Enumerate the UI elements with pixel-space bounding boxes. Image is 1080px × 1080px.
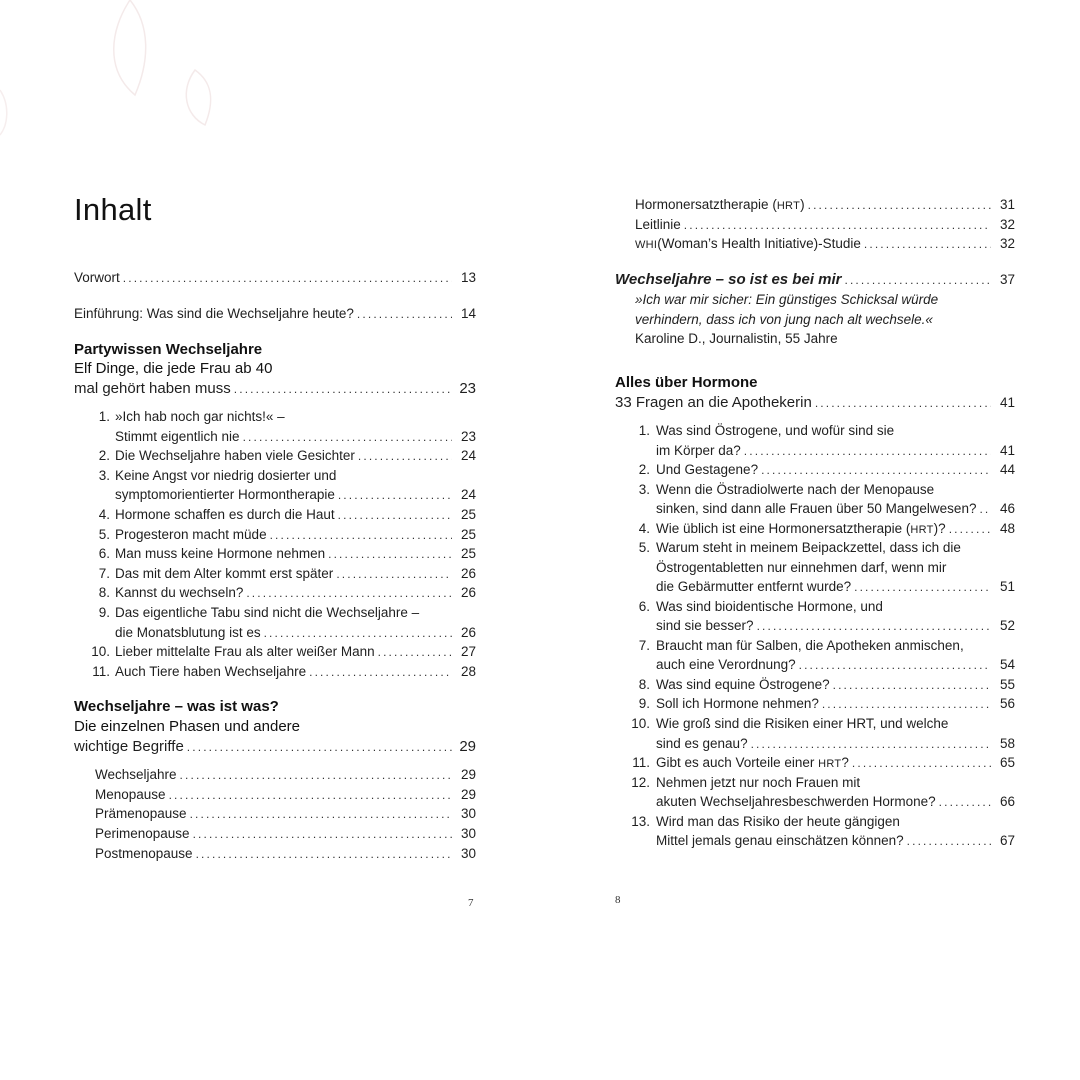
toc-question-5[interactable] [656,577,1015,598]
page-folio-left: 7 [468,897,474,909]
dot-leader [328,544,452,565]
toc-term-postmenopause[interactable] [95,844,476,865]
dot-leader [822,694,991,715]
dot-leader [180,765,452,786]
toc-item-6[interactable] [115,544,476,565]
page-number: 67 [999,833,1015,848]
page-number: 32 [999,236,1015,251]
dot-leader [939,792,991,813]
entry-line: Wie groß sind die Risiken einer HRT, und welche [656,716,949,731]
page-number: 28 [460,664,476,679]
item-number: 6. [638,599,650,614]
page-number: 26 [460,566,476,581]
item-number: 9. [98,605,110,620]
toc-entry-section1[interactable] [74,379,476,400]
decorative-leaf-graphic [0,0,260,160]
toc-entry-section3[interactable] [615,270,1015,291]
entry-title: WHI(Woman’s Health Initiative)-Studie [635,236,861,251]
dot-leader [264,623,452,644]
page-number: 44 [999,462,1015,477]
toc-question-8[interactable] [656,675,1015,696]
entry-title: Wie üblich ist eine Hormonersatztherapie (HRT)? [656,521,946,536]
section-heading: Wechseljahre – was ist was? [74,698,279,715]
entry-line: »Ich hab noch gar nichts!« – [115,409,285,424]
dot-leader [949,519,991,540]
page-number: 30 [460,826,476,841]
dot-leader [907,831,991,852]
entry-title: Die Wechseljahre haben viele Gesichter [115,448,355,463]
item-number: 10. [91,644,110,659]
entry-title: Progesteron macht müde [115,527,267,542]
item-number: 7. [98,566,110,581]
page-number: 58 [999,736,1015,751]
entry-title: Auch Tiere haben Wechseljahre [115,664,307,679]
item-number: 1. [98,409,110,424]
entry-title: Man muss keine Hormone nehmen [115,546,326,561]
entry-title: 33 Fragen an die Apothekerin [615,394,812,411]
item-number: 8. [638,677,650,692]
toc-term-leitlinie[interactable] [635,215,1015,236]
item-number: 11. [632,755,650,770]
dot-leader [761,460,991,481]
page-number: 25 [460,546,476,561]
entry-title: Mittel jemals genau einschätzen können? [656,833,904,848]
toc-question-1[interactable] [656,441,1015,462]
item-number: 12. [631,775,650,790]
entry-title: Postmenopause [95,846,193,861]
page-number: 56 [999,696,1015,711]
entry-title: mal gehört haben muss [74,380,231,397]
page-number: 55 [999,677,1015,692]
entry-title: sinken, sind dann alle Frauen über 50 Mangelwesen? [656,501,977,516]
toc-entry-section2[interactable] [74,737,476,758]
entry-title: Soll ich Hormone nehmen? [656,696,819,711]
toc-item-9[interactable] [115,623,476,644]
quote-author: Karoline D., Journalistin, 55 Jahre [635,331,838,346]
toc-question-7[interactable] [656,655,1015,676]
entry-line: Wenn die Östradiolwerte nach der Menopause [656,482,935,497]
entry-title: Perimenopause [95,826,190,841]
entry-title: Was sind equine Östrogene? [656,677,830,692]
dot-leader [751,734,991,755]
dot-leader [338,505,452,526]
entry-line: Wird man das Risiko der heute gängigen [656,814,900,829]
page-number: 25 [460,507,476,522]
entry-line: Was sind bioidentische Hormone, und [656,599,883,614]
page-number: 14 [460,306,476,321]
item-number: 2. [638,462,650,477]
entry-title: Hormonersatztherapie (HRT) [635,197,805,212]
page-number: 48 [999,521,1015,536]
item-number: 7. [638,638,650,653]
dot-leader [757,616,991,637]
toc-question-6[interactable] [656,616,1015,637]
toc-term-whi-studie[interactable] [635,234,1015,256]
dot-leader [979,499,991,520]
entry-title: die Gebärmutter entfernt wurde? [656,579,852,594]
page-number: 25 [460,527,476,542]
toc-item-10[interactable] [115,642,476,663]
toc-item-7[interactable] [115,564,476,585]
entry-title: wichtige Begriffe [74,738,184,755]
entry-title: Vorwort [74,270,120,285]
entry-line: Braucht man für Salben, die Apotheken anmischen, [656,638,964,653]
page-number: 41 [999,443,1015,458]
dot-leader [808,195,991,216]
page-number: 51 [999,579,1015,594]
page-number: 24 [460,487,476,502]
entry-title: Prämenopause [95,806,187,821]
dot-leader [845,270,992,291]
item-number: 3. [638,482,650,497]
item-number: 1. [638,423,650,438]
entry-title: Lieber mittelalte Frau als alter weißer Mann [115,644,375,659]
page-number: 26 [460,585,476,600]
toc-term-perimenopause[interactable] [95,824,476,845]
page-number: 54 [999,657,1015,672]
entry-line: Nehmen jetzt nur noch Frauen mit [656,775,861,790]
toc-item-8[interactable] [115,583,476,604]
page-number: 32 [999,217,1015,232]
page-number: 13 [460,270,476,285]
item-number: 13. [631,814,650,829]
dot-leader [123,268,452,289]
toc-question-11[interactable] [656,753,1015,775]
page-title: Inhalt [74,192,152,227]
item-number: 11. [92,664,110,679]
toc-question-12[interactable] [656,792,1015,813]
toc-term-hrt[interactable] [635,195,1015,217]
entry-title: Stimmt eigentlich nie [115,429,240,444]
entry-title: Einführung: Was sind die Wechseljahre heute? [74,306,354,321]
entry-title: akuten Wechseljahresbeschwerden Hormone? [656,794,936,809]
section-heading: Partywissen Wechseljahre [74,341,263,358]
page-number: 37 [999,272,1015,287]
entry-title: Leitlinie [635,217,681,232]
page-number: 52 [999,618,1015,633]
toc-question-10[interactable] [656,734,1015,755]
entry-title: symptomorientierter Hormontherapie [115,487,335,502]
dot-leader [243,427,452,448]
entry-title: Menopause [95,787,166,802]
item-number: 9. [638,696,650,711]
entry-title: auch eine Verordnung? [656,657,796,672]
toc-question-3[interactable] [656,499,1015,520]
entry-title: sind sie besser? [656,618,754,633]
entry-title: Gibt es auch Vorteile einer HRT? [656,755,849,770]
page-number: 27 [460,644,476,659]
entry-title: die Monatsblutung ist es [115,625,261,640]
dot-leader [854,577,991,598]
page-number: 23 [459,380,476,397]
toc-entry-einfuehrung[interactable] [74,304,476,325]
toc-item-1[interactable] [115,427,476,448]
section-subtitle: Elf Dinge, die jede Frau ab 40 [74,360,273,377]
item-number: 6. [98,546,110,561]
entry-line: Was sind Östrogene, und wofür sind sie [656,423,895,438]
dot-leader [270,525,452,546]
page-number: 26 [460,625,476,640]
toc-item-11[interactable] [115,662,476,683]
toc-question-9[interactable] [656,694,1015,715]
entry-title: Wechseljahre – so ist es bei mir [615,271,842,288]
dot-leader [799,655,991,676]
entry-line: Östrogentabletten nur einnehmen darf, wenn mir [656,560,947,575]
toc-entry-section4[interactable] [615,393,1015,414]
dot-leader [744,441,991,462]
toc-item-3[interactable] [115,485,476,506]
item-number: 5. [98,527,110,542]
page-number: 30 [460,806,476,821]
entry-title: Das mit dem Alter kommt erst später [115,566,334,581]
page-number: 46 [999,501,1015,516]
dot-leader [852,753,991,774]
toc-question-13[interactable] [656,831,1015,852]
page-number: 23 [460,429,476,444]
page-folio-right: 8 [615,894,621,906]
dot-leader [234,379,452,400]
entry-line: Das eigentliche Tabu sind nicht die Wechseljahre – [115,605,420,620]
page-number: 24 [460,448,476,463]
entry-title: Kannst du wechseln? [115,585,244,600]
dot-leader [193,824,452,845]
dot-leader [815,393,991,414]
toc-item-2[interactable] [115,446,476,467]
page-number: 29 [460,787,476,802]
entry-title: Wechseljahre [95,767,177,782]
page-number: 30 [460,846,476,861]
toc-question-2[interactable] [656,460,1015,481]
page-number: 29 [459,738,476,755]
dot-leader [833,675,991,696]
dot-leader [357,304,452,325]
dot-leader [864,234,991,255]
dot-leader [187,737,452,758]
dot-leader [309,662,452,683]
toc-term-menopause[interactable] [95,785,476,806]
item-number: 10. [631,716,650,731]
toc-term-wechseljahre[interactable] [95,765,476,786]
page-number: 31 [999,197,1015,212]
dot-leader [169,785,452,806]
section-subtitle: Die einzelnen Phasen und andere [74,718,301,735]
toc-item-5[interactable] [115,525,476,546]
item-number: 3. [98,468,110,483]
entry-line: Keine Angst vor niedrig dosierter und [115,468,337,483]
dot-leader [378,642,452,663]
page-number: 29 [460,767,476,782]
dot-leader [358,446,452,467]
toc-entry-vorwort[interactable] [74,268,476,289]
page-number: 66 [999,794,1015,809]
item-number: 5. [638,540,650,555]
dot-leader [338,485,452,506]
toc-term-praemenopause[interactable] [95,804,476,825]
item-number: 2. [98,448,110,463]
entry-title: sind es genau? [656,736,748,751]
entry-title: Hormone schaffen es durch die Haut [115,507,335,522]
dot-leader [190,804,452,825]
page-number: 65 [999,755,1015,770]
item-number: 8. [98,585,110,600]
entry-line: Warum steht in meinem Beipackzettel, dass ich die [656,540,961,555]
quote-line: verhindern, dass ich von jung nach alt wechsele.« [635,312,933,327]
dot-leader [336,564,452,585]
toc-item-4[interactable] [115,505,476,526]
item-number: 4. [638,521,650,536]
dot-leader [196,844,452,865]
item-number: 4. [98,507,110,522]
entry-title: Und Gestagene? [656,462,759,477]
entry-title: im Körper da? [656,443,741,458]
dot-leader [684,215,991,236]
quote-line: »Ich war mir sicher: Ein günstiges Schicksal würde [635,292,939,307]
page-number: 41 [999,395,1015,410]
dot-leader [246,583,452,604]
section-heading: Alles über Hormone [615,374,758,391]
